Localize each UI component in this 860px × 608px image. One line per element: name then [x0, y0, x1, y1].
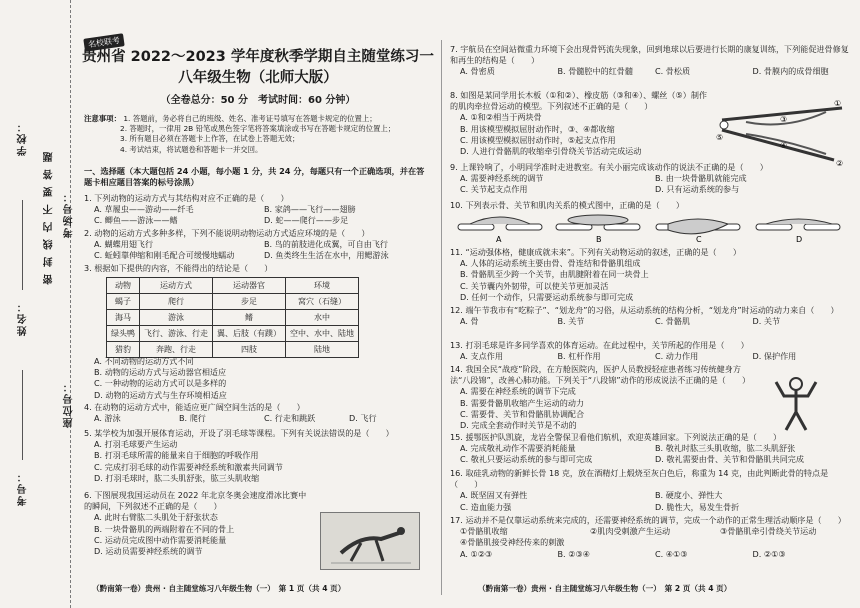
diagram-label: A: [496, 235, 502, 244]
question-7: [450, 44, 850, 78]
table-cell: 飞行、游泳、行走: [140, 326, 213, 342]
footer-right: （黔南第一卷）贵州 · 自主随堂练习八年级生物（一） 第 2 页（共 4 页）: [478, 584, 732, 593]
question-stem: 11. “运动强体格，健康成就未来”。下列有关动物运动的叙述，正确的是（ ）: [450, 247, 741, 257]
option: A. 人体的运动系统主要由骨、骨连结和骨骼肌组成: [460, 258, 641, 269]
binding-margin: [0, 0, 75, 608]
option: B. 敬礼时肱三头肌收缩，肱二头肌舒张: [655, 443, 796, 454]
notice-item: 3. 所有题目必须在答题卡上作答，在试卷上答题无效；: [120, 134, 300, 144]
speed-skater-photo: [320, 512, 420, 570]
option: A. 需要在神经系统的调节下完成: [460, 386, 576, 397]
question-4: [84, 402, 434, 424]
option: B. ②③④: [557, 548, 590, 559]
table-cell: 窝穴（石缝）: [286, 294, 359, 310]
option: D. 运动员需要神经系统的调节: [94, 546, 203, 557]
option: C. 关节起支点作用: [460, 184, 528, 195]
question-9: [450, 162, 850, 196]
table-cell: 空中、水中、陆地: [286, 326, 359, 342]
question-stem: 7. 宇航员在空间站微重力环境下会出现骨钙流失现象，回到地球以后要进行长期的康复训练，下列能促进骨修复和再生的结构是（ ）: [450, 44, 849, 66]
notice-label: 注意事项：: [84, 114, 121, 123]
section-heading: [84, 166, 432, 188]
question-13: [450, 340, 850, 362]
option: D. 关节: [752, 316, 781, 327]
option: D. 敬礼需要由骨、关节和骨骼肌共同完成: [655, 454, 804, 465]
table-header: 运动器官: [213, 278, 286, 294]
option: C. 用该模型模拟屈肘动作时，⑤起支点作用: [460, 134, 616, 145]
option: A. 草履虫——游动——纤毛: [94, 204, 194, 215]
table-cell: 绿头鸭: [107, 326, 140, 342]
option: B. 硬度小、弹性大: [655, 490, 723, 501]
table-cell: 爬行: [140, 294, 213, 310]
name-line: [22, 200, 23, 290]
question-16: [450, 468, 850, 513]
question-10: [450, 200, 850, 211]
question-3-options: [84, 356, 444, 401]
option: D. 蛇——爬行——步足: [264, 215, 349, 226]
exam-meta: （全卷总分：50 分 考试时间：60 分钟）: [160, 95, 356, 106]
question-stem: 9. 上课铃响了，小明同学准时走进教室。有关小丽完成该动作的说法不正确的是（ ）: [450, 162, 768, 172]
option: A. 支点作用: [460, 351, 503, 362]
question-5: [84, 428, 434, 484]
option: D. 飞行: [349, 413, 377, 424]
option: A. 打羽毛球要产生运动: [94, 439, 178, 450]
question-stem: 17. 运动并不是仅靠运动系统来完成的，还需要神经系统的调节，完成一个动作的正常生理活动顺序是（ ）: [450, 515, 846, 525]
option: C. 需要骨、关节和骨骼肌协调配合: [460, 408, 585, 419]
table-header: 运动方式: [140, 278, 213, 294]
option: C. 一种动物的运动方式可以是多样的: [94, 378, 227, 389]
fig-label: ④: [780, 141, 788, 150]
option: B. 用该模型模拟屈肘动作时，③、④都收缩: [460, 123, 615, 134]
step: ②肌肉受刺激产生运动: [590, 526, 671, 537]
table-header: 环境: [286, 278, 359, 294]
footer-left: （黔南第一卷）贵州 · 自主随堂练习八年级生物（一） 第 1 页（共 4 页）: [92, 584, 346, 593]
option: C. 行走和跳跃: [264, 413, 316, 424]
fig-label: ⑤: [716, 133, 724, 142]
option: A. ①和②相当于两块骨: [460, 112, 542, 123]
question-stem: 10. 下列表示骨、关节和肌肉关系的模式图中，正确的是（ ）: [450, 200, 684, 210]
question-2: [84, 228, 434, 262]
step: ①骨骼肌收缩: [460, 526, 508, 537]
notice-block: [84, 114, 432, 155]
school-badge: 名校联考: [83, 33, 124, 51]
option: D. ②①③: [752, 548, 786, 559]
option: D. 人进行骨骼肌的收缩牵引骨绕关节活动完成运动: [460, 146, 642, 157]
question-stem: 12. 端午节我市有“吃粽子”、“划龙舟”的习俗，从运动系统的结构分析，“划龙舟”时运动的动力来自（ ）: [450, 305, 839, 315]
option: A. 此时右臂肱二头肌处于舒张状态: [94, 512, 218, 523]
option: B. 由一块骨骼肌就能完成: [655, 173, 747, 184]
option: C. ④①③: [655, 548, 688, 559]
question-15: [450, 432, 850, 466]
question-stem: 14. 我国全民“战疫”阶段，在方舱医院内，医护人员教授轻症患者练习传统健身方法“八段锦”，改善心肺功能。下列关于“八段锦”动作的形成说法不正确的是（ ）: [450, 364, 751, 386]
baduanjin-figure: [766, 374, 826, 434]
option: C. 骨松质: [655, 66, 691, 77]
section-desc: （本大题包括 24 小题，每小题 1 分，共 24 分，每题只有一个正确选项，并在答题卡相应题目答案的标号涂黑）: [84, 166, 425, 187]
question-3: [84, 263, 434, 274]
table-cell: 海马: [107, 310, 140, 326]
table-cell: 游泳: [140, 310, 213, 326]
question-stem: 16. 取硅乳动物的新鲜长骨 18 克，放在酒精灯上煅烧至灰白色后，称重为 14 克，由此判断此骨的特点是（ ）: [450, 468, 829, 490]
question-stem: 4. 在动物的运动方式中，能适应更广阔空间生活的是（ ）: [84, 402, 305, 412]
fig-label: ③: [780, 115, 788, 124]
option: D. 只有运动系统的参与: [655, 184, 740, 195]
option: A. 完成敬礼动作不需要消耗能量: [460, 443, 576, 454]
diagram-d: [756, 219, 840, 230]
table-cell: 奔跑、行走: [140, 342, 213, 358]
option: A. 需要神经系统的调节: [460, 173, 544, 184]
option: A. 不同动物的运动方式不同: [94, 356, 194, 366]
option: C. 敬礼只要运动系统的参与即可完成: [460, 454, 593, 465]
table-cell: 步足: [213, 294, 286, 310]
seat-label: 座位号：: [64, 380, 75, 428]
notice-item: 2. 答题时，一律用 2B 铅笔或黑色签字笔将答案填涂或书写在答题卡规定的位置上；: [120, 124, 396, 134]
option: A. 蝴蝶用翅飞行: [94, 239, 154, 250]
fig-label: ②: [836, 159, 844, 166]
diagram-b: [556, 215, 640, 230]
table-row: [107, 326, 359, 342]
section-title: 一、选择题: [84, 166, 125, 176]
option: B. 鸟的前肢进化成翼，可自由飞行: [264, 239, 389, 250]
question-12: [450, 305, 850, 327]
option: D. 动物的运动方式与生存环境相适应: [94, 389, 227, 400]
table-row: [107, 294, 359, 310]
option: C. 鲫鱼——游泳——鳍: [94, 215, 178, 226]
option: C. 动力作用: [655, 351, 699, 362]
option: B. 骨骼肌至少跨一个关节，由肌腱附着在同一块骨上: [460, 269, 649, 280]
option: C. 完成打羽毛球的动作需要神经系统和激素共同调节: [94, 461, 283, 472]
question-1: [84, 193, 434, 227]
diagram-label: C: [696, 235, 702, 244]
question-stem: 3. 根据如下提供的内容，不能得出的结论是（ ）: [84, 263, 273, 273]
option: A. 游泳: [94, 413, 121, 424]
question-6: [84, 490, 314, 557]
table-header: 动物: [107, 278, 140, 294]
option: A. 骨密质: [460, 66, 495, 77]
school-label: 学校：: [18, 120, 29, 156]
table-cell: 四肢: [213, 342, 286, 358]
skater-icon: [321, 513, 419, 569]
seal-line-text: 密 封 线 内 不 要 答 题: [44, 150, 55, 285]
option: B. 家鸽——飞行——翅膀: [264, 204, 356, 215]
table-cell: 鳍: [213, 310, 286, 326]
table-cell: 水中: [286, 310, 359, 326]
notice-item: 4. 考试结束，将试题卷和答题卡一并交回。: [120, 144, 263, 154]
table-row: [107, 310, 359, 326]
test-room-label: 考场号：: [64, 190, 75, 238]
option: C. 运动员完成图中动作需要消耗能量: [94, 534, 227, 545]
question-stem: 8. 如图是某同学用长木板（①和②）、橡皮筋（③和④）、螺丝（⑤）制作的肌肉牵拉骨运动的模型。下列叙述不正确的是（ ）: [450, 90, 708, 112]
option: D. 打羽毛球时，肱二头肌舒张，肱三头肌收缩: [94, 472, 260, 483]
option: D. 任何一个动作，只需要运动系统参与即可完成: [460, 291, 634, 302]
step: ③骨骼肌牵引骨绕关节运动: [720, 526, 817, 537]
option: D. 完成全套动作时关节是不动的: [460, 420, 577, 431]
animal-table: [106, 277, 359, 358]
option: D. 保护作用: [752, 351, 797, 362]
exam-id-label: 考号：: [18, 470, 29, 506]
diagram-label: B: [596, 235, 602, 244]
option: B. 关节: [557, 316, 585, 327]
option: B. 爬行: [179, 413, 206, 424]
question-8: [450, 90, 708, 157]
question-17: [450, 515, 850, 560]
table-header-row: [107, 278, 359, 294]
option: B. 杠杆作用: [557, 351, 601, 362]
table-cell: 翼、后肢（有蹼）: [213, 326, 286, 342]
question-stem: 13. 打羽毛球是许多同学喜欢的体育运动。在此过程中，关节所起的作用是（ ）: [450, 340, 749, 350]
muscle-model-figure: [716, 100, 850, 166]
name-label: 姓名：: [18, 300, 29, 336]
diagram-label: D: [796, 235, 803, 244]
diagram-c: [656, 219, 740, 234]
option: C. 蚯蚓靠伸缩和刚毛配合可缓慢地蠕动: [94, 250, 235, 261]
option: B. 动物的运动方式与运动器官相适应: [94, 367, 227, 378]
notice-item: 1. 答题前，务必将自己的班级、姓名、准考证号填写在答题卡规定的位置上；: [123, 114, 377, 123]
step: ④骨骼肌接受神经传来的刺激: [460, 537, 565, 548]
option: D. 脆性大，易发生骨折: [655, 501, 740, 512]
question-11: [450, 247, 850, 303]
fig-label: ①: [834, 100, 842, 108]
option: A. 骨: [460, 316, 479, 327]
option: D. 骨膜内的成骨细胞: [752, 66, 829, 77]
option: D. 鱼类终生生活在水中，用鳃游泳: [264, 250, 389, 261]
option: B. 需要骨骼肌收缩产生运动的动力: [460, 397, 585, 408]
exam-id-line: [22, 370, 23, 460]
exam-title: 贵州省 2022～2023 学年度秋季学期自主随堂练习一: [82, 49, 434, 65]
option: C. 造血能力强: [460, 501, 512, 512]
diagram-a: [458, 217, 542, 230]
table-cell: 陆地: [286, 342, 359, 358]
option: C. 关节囊内外韧带，可以使关节更加灵活: [460, 280, 609, 291]
option: A. ①②③: [460, 548, 493, 559]
option: B. 骨髓腔中的红骨髓: [557, 66, 633, 77]
option: B. 一块骨骼肌的两端附着在不同的骨上: [94, 523, 235, 534]
question-stem: 2. 动物的运动方式多种多样，下列不能说明动物运动方式适应环境的是（ ）: [84, 228, 370, 238]
question-14: [450, 364, 750, 431]
question-stem: 5. 某学校为加强开展体育运动，开设了羽毛球等课程。下列有关说法错误的是（ ）: [84, 428, 394, 438]
option: A. 既坚固又有弹性: [460, 490, 528, 501]
option: C. 骨骼肌: [655, 316, 691, 327]
column-divider: [441, 40, 442, 595]
table-cell: 猎豹: [107, 342, 140, 358]
question-stem: 15. 援鄂医护队凯旋，龙岩全警保卫看他们航机，欢迎英雄回家。下列说法正确的是（ ）: [450, 432, 782, 442]
question-stem: 1. 下列动物的运动方式与其结构对应不正确的是（ ）: [84, 193, 289, 203]
joint-diagram-options: [456, 214, 846, 244]
question-stem: 6. 下图展现我国运动员在 2022 年北京冬奥会速度滑冰比赛中的瞬间，下列叙述不正确的是（ ）: [84, 490, 307, 512]
exam-subject: 八年级生物（北师大版）: [178, 70, 338, 86]
option: B. 打羽毛球所需的能量来自于细胞的呼吸作用: [94, 450, 259, 461]
table-cell: 蝎子: [107, 294, 140, 310]
